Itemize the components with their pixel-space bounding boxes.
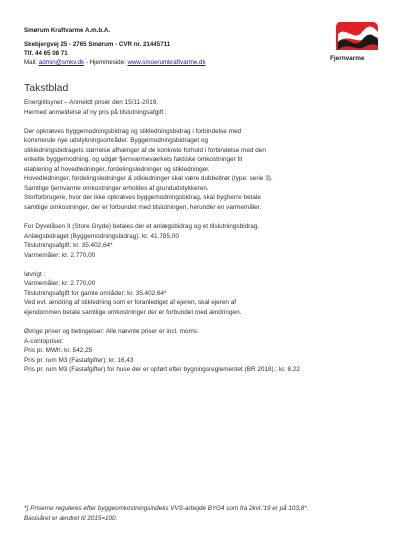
paragraph-line: Tilslutningsafgift: kr. 35.402,64* bbox=[24, 242, 113, 250]
letterhead bbox=[24, 26, 206, 67]
paragraph-line: Energitilsynet – Anmeldt priser den 15/11-2019. bbox=[24, 99, 159, 106]
footnote-line: Basisåret er ændret til 2015=100. bbox=[24, 514, 118, 522]
contact-line bbox=[24, 58, 206, 67]
mail-label: Mail: bbox=[24, 59, 39, 66]
footnote bbox=[24, 504, 384, 523]
paragraph-line: Pris pr. rum M3 (Fastafgifter): kr. 16,43 bbox=[24, 356, 134, 364]
paragraph-line: Øvrige priser og betingelser: Alle nævnte priser er incl. moms. bbox=[24, 328, 199, 336]
paragraph-line: A-contopriser: bbox=[24, 337, 64, 345]
web-label: - Hjemmeside: bbox=[84, 59, 128, 66]
email-link[interactable]: admin@smkv.dk bbox=[38, 59, 85, 66]
paragraph-line: Varmemåler: kr. 2.770,00 bbox=[24, 280, 96, 288]
paragraph-line: ejendommen betale samtlige omkostninger der er forbundet med ændringen. bbox=[24, 309, 242, 317]
paragraph-line: Der opkræves byggemodningsbidrag og stikledningsbidrag i forbindelse med bbox=[24, 127, 242, 135]
paragraph-line: Pris pr. MWh: kr. 542,25 bbox=[24, 347, 93, 355]
company-name: Smørum Kraftvarme A.m.b.A. bbox=[24, 27, 111, 34]
company-phone: Tlf. 44 65 08 71 bbox=[24, 50, 68, 57]
paragraph-line: Anlægsbidraget (Byggemodningsbidrag): kr. 41.785,00 bbox=[24, 232, 179, 240]
paragraph-line: Hovedledninger, fordelingsledninger & stikledninger skal være dobbeltrør (type: serie 3). bbox=[24, 175, 273, 183]
paragraph-line: Varmemåler: kr. 2.770,00 bbox=[24, 251, 96, 259]
paragraph-line: Pris pr. rum M3 (Fastafgifter) for huse der er opført efter bygningsreglementet (BR 2018).: kr. 8,22 bbox=[24, 366, 300, 374]
paragraph-line: stikledningsbidragets størrelse afhænger af de konkrete forhold i forbindelse med den bbox=[24, 146, 266, 154]
paragraph-line: etablering af hovedledninger, fordelingsledninger og stikledninger. bbox=[24, 165, 210, 173]
paragraph-line: enkelte byggemodning, og udgør fjernvarmeværkets faktiske omkostninger til bbox=[24, 156, 243, 164]
logo-wordmark: Fjernvarme bbox=[330, 55, 365, 62]
paragraph-line: Ved evt. ændring af stikledning som er foranlediget af ejeren, skal ejeren af bbox=[24, 299, 237, 307]
document-body bbox=[24, 98, 384, 375]
paragraph-line: Tilslutningsafgift for gamle områder: kr. 35.402,64* bbox=[24, 289, 167, 297]
company-address: Skebjergvej 25 - 2765 Smørum - CVR nr. 21445711 bbox=[24, 41, 171, 48]
page-title: Takstblad bbox=[24, 82, 69, 94]
paragraph-line: Samtlige fjernvarme omkostninger erholdes af grundudstykkeren. bbox=[24, 184, 209, 192]
paragraph-line: samtlige omkostninger, der er forbundet med tilslutningen, herunder en varmemåler. bbox=[24, 204, 262, 212]
paragraph-line: Iøvrigt : bbox=[24, 270, 46, 278]
footnote-line: *) Priserne reguleres efter byggeomkostningsindeks VVS-arbejde BYG4 som fra 2kvt.'19 er på 103,8*. bbox=[24, 505, 309, 512]
paragraph-line: Storforbrugere, hvor der ikke opkræves byggemodningsbidrag, skal bygherre betale bbox=[24, 194, 261, 202]
website-link[interactable]: www.smoerumkraftvarme.dk bbox=[127, 59, 206, 66]
paragraph-line: Hermed anmeldelse af ny pris på tilslutningsafgift : bbox=[24, 108, 167, 116]
paragraph-line: For Dyvelåsen II (Store Gryde) betales der et anlægsbidrag og et tilslutningsbidrag. bbox=[24, 223, 260, 231]
paragraph-line: kommende nye udstykningsområder. Byggemodningsbidraget og bbox=[24, 137, 209, 145]
